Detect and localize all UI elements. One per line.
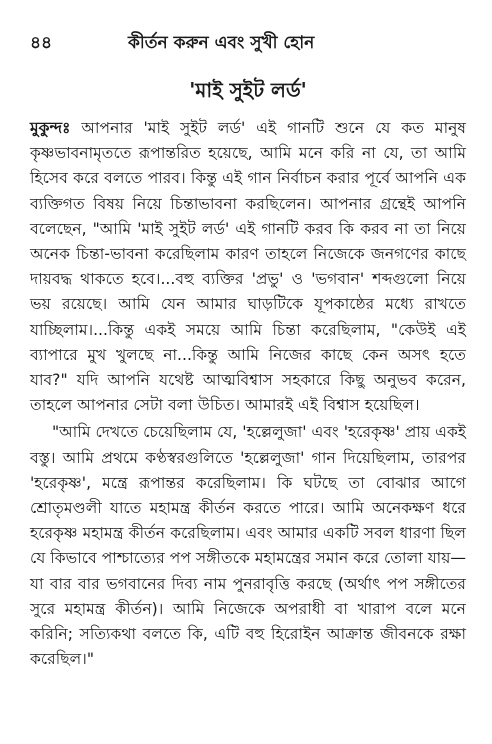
paragraph-text: আপনার 'মাই সুইট লর্ড' এই গানটি শুনে যে কত মানুষ কৃষ্ণভাবনামৃততে রূপান্তরিত হয়েছে, আমি মনে করি না যে, তা আমি হিসেব করে বলতে পারব। কিন্তু এই গান নির্বাচন করার পূর্বে আপনি এক ব্যক্তিগত বিষয় নিয়ে চিন্তাভাবনা করছিলেন। আপনার গ্রন্থেই আপনি বলেছেন, "আমি 'মাই সুইট লর্ড' এই গানটি করব কি করব না তা নিয়ে অনেক চিন্তা-ভাবনা করেছিলাম কারণ তাহলে নিজেকে জনগণের কাছে দায়বদ্ধ থাকতে হবে।...বহু ব্যক্তির 'প্রভু' ও 'ভগবান' শব্দগুলো নিয়ে ভয় রয়েছে। আমি যেন আমার ঘাড়টিকে যূপকাষ্ঠের মধ্যে রাখতে যাচ্ছিলাম।...কিন্তু একই সময়ে আমি চিন্তা করেছিলাম, "কেউই এই ব্যাপারে মুখ খুলছে না...কিন্তু আমি নিজের কাছে কেন অসৎ হতে যাব?" যদি আপনি যথেষ্ট আত্মবিশ্বাস সহকারে কিছু অনুভব করেন, তাহলে আপনার সেটা বলা উচিত। আমারই এই বিশ্বাস হয়েছিল।: [30, 119, 466, 415]
paragraph-interview: [30, 116, 466, 418]
page-number: ৪৪: [30, 33, 53, 53]
chapter-title: 'মাই সুইট লর্ড': [189, 78, 307, 102]
book-title: কীর্তন করুন এবং সুখী হোন: [128, 33, 315, 53]
body-text: [30, 116, 466, 672]
speaker-label: মুকুন্দঃ: [30, 119, 71, 137]
paragraph-quote: [30, 420, 466, 672]
paragraph-text: "আমি দেখতে চেয়েছিলাম যে, 'হল্লেলুজা' এবং 'হরেকৃষ্ণ' প্রায় একই বস্তু। আমি প্রথমে কণ্ঠস্বরগুলিতে 'হল্লেলুজা' গান দিয়েছিলাম, তারপর 'হরেকৃষ্ণ', মন্ত্রে রূপান্তর করেছিলাম। কি ঘটছে তা বোঝার আগে শ্রোতৃমণ্ডলী যাতে মহামন্ত্র কীর্তন করতে পারে। আমি অনেকক্ষণ ধরে হরেকৃষ্ণ মহামন্ত্র কীর্তন করেছিলাম। এবং আমার একটি সবল ধারণা ছিল যে কিভাবে পাশ্চাত্যের পপ সঙ্গীতকে মহামন্ত্রের সমান করে তোলা যায়—যা বার বার ভগবানের দিব্য নাম পুনরাবৃত্তি করছে (অর্থাৎ পপ সঙ্গীতের সুরে মহামন্ত্র কীর্তন)। আমি নিজেকে অপরাধী বা খারাপ বলে মনে করিনি; সত্যিকথা বলতে কি, এটি বহু হিরোইন আক্রান্ত জীবনকে রক্ষা করেছিল।": [30, 423, 466, 669]
running-head: [30, 30, 466, 58]
